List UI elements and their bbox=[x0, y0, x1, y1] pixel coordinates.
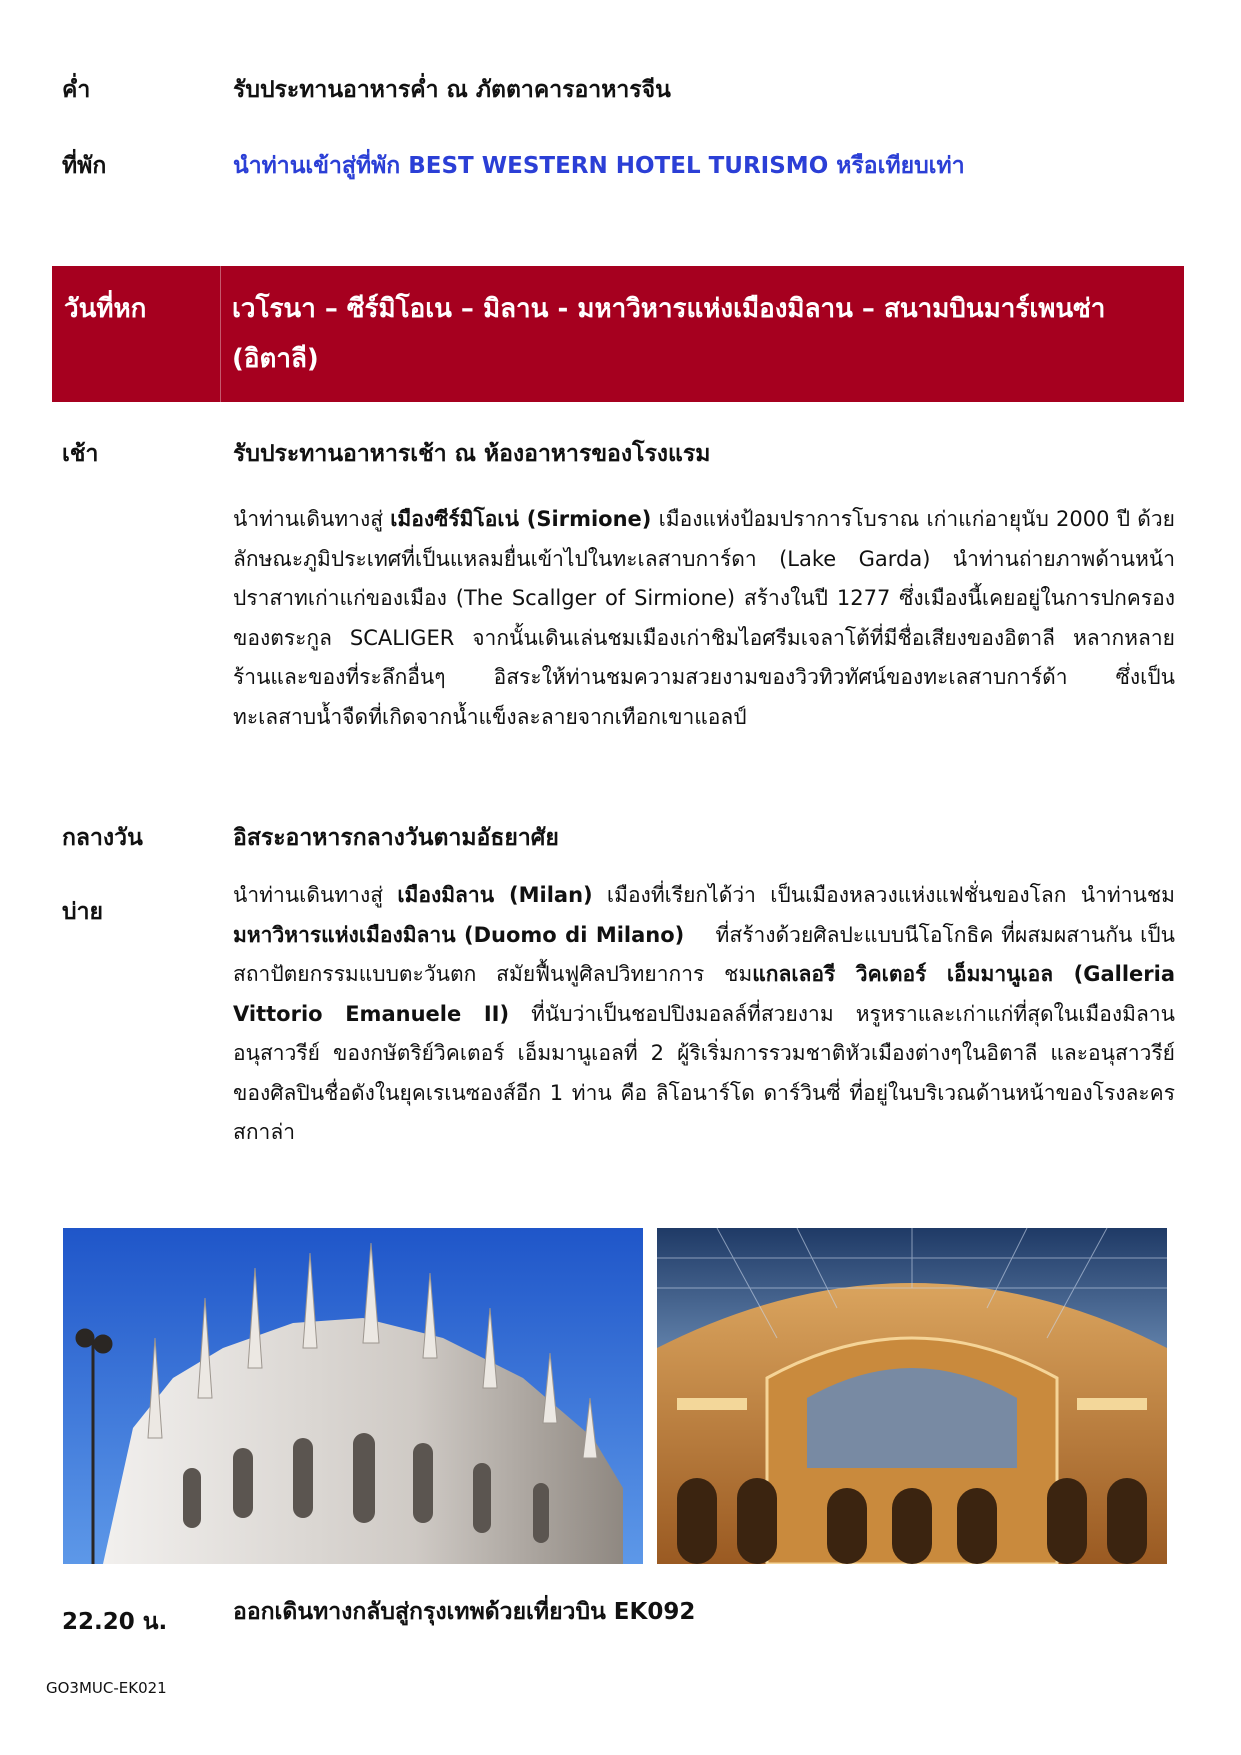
hotel-text: นำท่านเข้าสู่ที่พัก BEST WESTERN HOTEL TURISMO หรือเทียบเท่า bbox=[233, 153, 965, 179]
duomo-photo bbox=[63, 1228, 643, 1564]
dinner-text: รับประทานอาหารค่ำ ณ ภัตตาคารอาหารจีน bbox=[233, 77, 671, 103]
morning-meal: รับประทานอาหารเช้า ณ ห้องอาหารของโรงแรม bbox=[233, 441, 711, 467]
footer-code: GO3MUC-EK021 bbox=[46, 1679, 167, 1697]
sirmione-text-1: นำท่านเดินทางสู่ bbox=[233, 507, 391, 531]
departure-time: 22.20 น. bbox=[62, 1609, 168, 1635]
sirmione-highlight: เมืองซีร์มิโอเน่ (Sirmione) bbox=[390, 507, 652, 531]
duomo-illustration bbox=[63, 1228, 643, 1564]
galleria-illustration bbox=[657, 1228, 1167, 1564]
milan-text-3: ที่สร้างด้วยศิลปะแบบนีโอโกธิค ที่ผสมผสานกัน เป็นสถาปัตยกรรมแบบตะวันตก สมัยฟื้นฟูศิลปวิทยาการ ชม bbox=[233, 922, 1175, 986]
day-title-line2: (อิตาลี) bbox=[232, 344, 319, 374]
afternoon-label: บ่าย bbox=[62, 899, 103, 925]
banner-divider bbox=[220, 266, 221, 402]
departure-text: ออกเดินทางกลับสู่กรุงเทพด้วยเที่ยวบิน EK092 bbox=[233, 1599, 696, 1625]
day-title bbox=[232, 284, 1172, 384]
duomo-highlight: มหาวิหารแห่งเมืองมิลาน (Duomo di Milano) bbox=[233, 922, 685, 947]
milan-text-1: นำท่านเดินทางสู่ bbox=[233, 883, 398, 907]
lunch-text: อิสระอาหารกลางวันตามอัธยาศัย bbox=[233, 825, 559, 851]
day-title-line1: เวโรนา – ซีร์มิโอเน – มิลาน - มหาวิหารแห่งเมืองมิลาน – สนามบินมาร์เพนซ่า bbox=[232, 294, 1106, 324]
hotel-label: ที่พัก bbox=[62, 153, 107, 179]
sirmione-paragraph bbox=[233, 500, 1175, 737]
galleria-photo bbox=[657, 1228, 1167, 1564]
day-banner bbox=[52, 266, 1184, 402]
dinner-label: ค่ำ bbox=[62, 77, 91, 103]
milan-highlight: เมืองมิลาน (Milan) bbox=[397, 883, 593, 907]
milan-paragraph bbox=[233, 876, 1175, 1153]
lunch-label: กลางวัน bbox=[62, 825, 143, 851]
sirmione-text-2: เมืองแห่งป้อมปราการโบราณ เก่าแก่อายุนับ 2000 ปี ด้วยลักษณะภูมิประเทศที่เป็นแหลมยื่นเข้าไปในทะเลสาบการ์ดา (Lake Garda) นำท่านถ่ายภาพด้านหน้าปราสาทเก่าแก่ของเมือง (The Scallger of Sirmione) สร้างในปี 1277 ซึ่งเมืองนี้เคยอยู่ในการปกครองของตระกูล SCALIGER จากนั้นเดินเล่นชมเมืองเก่าชิมไอศรีมเจลาโต้ที่มีชื่อเสียงของอิตาลี หลากหลายร้านและของที่ระลึกอื่นๆ อิสระให้ท่านชมความสวยงามของวิวทิวทัศน์ของทะเลสาบการ์ด้า ซึ่งเป็นทะเลสาบน้ำจืดที่เกิดจากน้ำแข็งละลายจากเทือกเขาแอลป์ bbox=[233, 507, 1175, 729]
day-label: วันที่หก bbox=[64, 294, 147, 324]
milan-text-2: เมืองที่เรียกได้ว่า เป็นเมืองหลวงแห่งแฟชั่นของโลก นำท่านชม bbox=[592, 883, 1175, 907]
galleria-highlight: แกลเลอรี วิคเตอร์ เอ็มมานูเอล (Galleria Vittorio Emanuele II) bbox=[233, 962, 1175, 1026]
morning-label: เช้า bbox=[62, 441, 99, 467]
milan-text-4: ที่นับว่าเป็นชอปปิงมอลล์ที่สวยงาม หรูหราและเก่าแก่ที่สุดในเมืองมิลาน อนุสาวรีย์ ของกษัตริย์วิคเตอร์ เอ็มมานูเอลที่ 2 ผู้ริเริ่มการรวมชาติหัวเมืองต่างๆในอิตาลี และอนุสาวรีย์ของศิลปินชื่อดังในยุคเรเนซองส์อีก 1 ท่าน คือ ลิโอนาร์โด ดาร์วินซี่ ที่อยู่ในบริเวณด้านหน้าของโรงละครสกาล่า bbox=[233, 1001, 1175, 1144]
